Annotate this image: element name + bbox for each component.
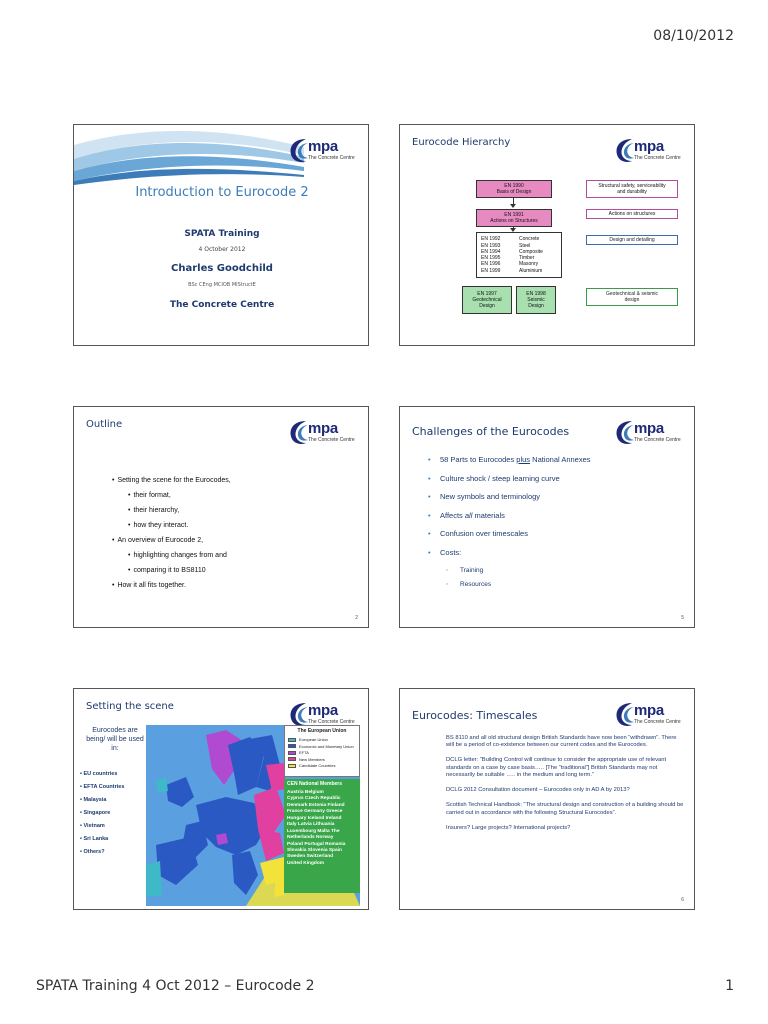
- list-item: • Sri Lanka: [80, 836, 109, 842]
- cen-member-row: Hungary Iceland Ireland: [287, 815, 342, 821]
- challenges-list: [428, 455, 638, 594]
- logo-mpa-text: mpa: [308, 420, 338, 437]
- mpa-logo: [612, 135, 686, 165]
- page-number: 1: [725, 978, 734, 994]
- legend-item: New Members: [288, 757, 356, 762]
- timescales-list: [446, 735, 684, 840]
- slide4-number: 5: [681, 615, 684, 621]
- bullet-marker: •: [128, 522, 131, 529]
- map-title: The European Union: [297, 728, 347, 734]
- eurocode-material: Masonry: [519, 261, 539, 268]
- logo-subtitle: The Concrete Centre: [308, 437, 355, 443]
- mpa-logo: [612, 699, 686, 729]
- logo-mpa-text: mpa: [308, 702, 338, 719]
- list-item-text: how they interact.: [133, 522, 189, 529]
- slide1-title: Introduction to Eurocode 2: [135, 185, 309, 200]
- logo-mpa-text: mpa: [634, 138, 664, 155]
- list-item: • EFTA Countries: [80, 784, 125, 790]
- logo-subtitle: The Concrete Centre: [634, 437, 681, 443]
- slide3-number: 2: [355, 615, 358, 621]
- box-en1998: EN 1998 Seismic Design: [516, 286, 556, 314]
- list-item-text: Setting the scene for the Eurocodes,: [117, 477, 231, 484]
- slide6-title: Eurocodes: Timescales: [412, 709, 538, 722]
- bullet-marker: •: [128, 492, 131, 499]
- list-item: • Vietnam: [80, 823, 105, 829]
- eurocode-code: EN 1992: [481, 236, 501, 243]
- logo-subtitle: The Concrete Centre: [634, 155, 681, 161]
- eurocode-code: EN 1996: [481, 261, 501, 268]
- slide4-title: Challenges of the Eurocodes: [412, 425, 570, 438]
- bullet-marker: •: [128, 567, 131, 574]
- cen-member-row: Poland Portugal Romania: [287, 841, 346, 847]
- list-item: [112, 537, 231, 544]
- material-codes-grid: [481, 236, 561, 274]
- logo-subtitle: The Concrete Centre: [308, 155, 355, 161]
- list-item: • Costs:: [428, 547, 462, 557]
- europe-map: [146, 725, 360, 906]
- list-item: Scottish Technical Handbook: “The structural design and construction of a building should be carried out in accordance with the following Structural Eurocodes”.: [446, 802, 684, 816]
- map-legend: [284, 725, 360, 777]
- logo-mpa-text: mpa: [308, 138, 338, 155]
- eurocode-code: EN 1995: [481, 255, 501, 261]
- list-item: [112, 567, 231, 574]
- list-item-text: An overview of Eurocode 2,: [117, 537, 204, 544]
- list-item: [112, 552, 231, 559]
- slide1-author: Charles Goodchild: [171, 263, 273, 274]
- legend-swatch: [288, 744, 296, 748]
- list-item: ◦ Resources: [446, 581, 492, 589]
- list-item-text: their hierarchy,: [133, 507, 180, 514]
- box-en-material-group: [476, 232, 562, 278]
- list-item: DCLG letter: “Building Control will continue to consider the appropriate use of relevant standards on a case by case basis….. [The “traditional”] British Standards may not necessarily be suitable ….. in the medium and long term.”: [446, 757, 667, 778]
- list-item-text: How it all fits together.: [117, 582, 186, 589]
- legend-item: Candidate Countries: [288, 763, 356, 768]
- slide-outline: [73, 406, 369, 628]
- scene-intro: Eurocodes are being/ will be used in:: [86, 727, 144, 752]
- desc-safety: Structural safety, serviceability and durability: [586, 180, 678, 198]
- eurocode-material: Steel: [519, 242, 531, 249]
- arrowhead: [510, 204, 516, 208]
- desc-design-detailing: Design and detailing: [586, 235, 678, 245]
- legend-item: Economic and Monetary Union: [288, 744, 356, 749]
- slide2-title: Eurocode Hierarchy: [412, 137, 511, 148]
- logo-mpa-text: mpa: [634, 702, 664, 719]
- cen-member-row: United Kingdom: [287, 860, 325, 866]
- page-footer: SPATA Training 4 Oct 2012 – Eurocode 2: [36, 978, 315, 994]
- eurocode-code: EN 1993: [481, 242, 501, 249]
- list-item: ◦ Training: [446, 567, 484, 574]
- cen-member-row: France Germany Greece: [287, 809, 343, 815]
- slide6-number: 6: [681, 897, 684, 903]
- eurocode-material: Timber: [519, 255, 535, 261]
- eurocode-code: EN 1999: [481, 267, 501, 274]
- slide-challenges: [399, 406, 695, 628]
- bullet-marker: •: [112, 537, 115, 544]
- list-item-text: highlighting changes from and: [133, 552, 227, 559]
- list-item: • Others?: [80, 849, 105, 855]
- list-item: DCLG 2012 Consultation document – Eurocodes only in AD A by 2013?: [446, 787, 630, 794]
- list-item: Insurers? Large projects? International projects?: [446, 824, 571, 831]
- list-item: • 58 Parts to Eurocodes plus National Annexes: [428, 455, 591, 464]
- list-item: • New symbols and terminology: [428, 492, 541, 501]
- eurocode-code: EN 1994: [481, 248, 501, 255]
- list-item: [112, 522, 231, 529]
- desc-actions: Actions on structures: [586, 209, 678, 219]
- legend-item: European Union: [288, 737, 356, 742]
- list-item: • EU countries: [80, 771, 118, 777]
- list-item: • Malaysia: [80, 797, 107, 803]
- bullet-marker: •: [112, 582, 115, 589]
- logo-subtitle: The Concrete Centre: [634, 719, 681, 725]
- slide1-date: 4 October 2012: [198, 246, 246, 253]
- legend-swatch: [288, 764, 296, 768]
- list-item: • Culture shock / steep learning curve: [428, 473, 560, 483]
- legend-swatch: [288, 757, 296, 761]
- list-item: [112, 507, 231, 514]
- logo-mpa-text: mpa: [634, 420, 664, 437]
- slide-introduction: [73, 124, 369, 346]
- slide-timescales: [399, 688, 695, 910]
- list-item-text: their format,: [133, 492, 171, 499]
- list-item-text: comparing it to BS8110: [133, 567, 206, 574]
- cen-member-row: Sweden Switzerland: [287, 854, 334, 860]
- cen-member-row: Italy Latvia Lithuania: [287, 822, 335, 828]
- desc-geotechnical-seismic: Geotechnical & seismic design: [586, 288, 678, 306]
- box-en1997: EN 1997 Geotechnical Design: [462, 286, 512, 314]
- legend-swatch: [288, 738, 296, 742]
- cen-member-row: Denmark Estonia Finland: [287, 802, 345, 808]
- mpa-logo: [286, 135, 360, 165]
- slide-eurocode-hierarchy: [399, 124, 695, 346]
- cen-member-row: Austria Belgium: [287, 789, 324, 795]
- slide1-quals: BSc CEng MCIOB MIStructE: [188, 282, 256, 288]
- list-item: • Confusion over timescales: [428, 529, 528, 538]
- list-item: [112, 477, 231, 484]
- outline-list: [112, 477, 231, 597]
- slide5-title: Setting the scene: [86, 701, 174, 712]
- bullet-marker: •: [112, 477, 115, 484]
- mpa-logo: [286, 417, 360, 447]
- eurocode-material: Concrete: [519, 236, 540, 243]
- list-item: • Singapore: [80, 810, 111, 816]
- countries-list: [80, 771, 124, 862]
- bullet-marker: •: [128, 507, 131, 514]
- cen-member-row: Netherlands Norway: [287, 835, 334, 841]
- mpa-logo: [612, 417, 686, 447]
- box-en1991: EN 1991 Actions on Structures: [476, 209, 552, 227]
- cen-title: CEN National Members: [287, 781, 343, 787]
- slide1-training: SPATA Training: [184, 229, 260, 239]
- cen-member-row: Cyprus Czech Republic: [287, 796, 341, 802]
- slide3-title: Outline: [86, 419, 123, 430]
- eurocode-material: Composite: [519, 248, 543, 255]
- list-item: • Affects all materials: [428, 510, 505, 520]
- slide1-org: The Concrete Centre: [169, 300, 275, 310]
- box-en1990: EN 1990 Basis of Design: [476, 180, 552, 198]
- list-item: BS 8110 and all old structural design British Standards have now been “withdrawn”. There will be a period of co-existence between our current codes and the Eurocodes.: [446, 735, 677, 749]
- legend-swatch: [288, 751, 296, 755]
- page-date: 08/10/2012: [653, 28, 734, 44]
- eurocode-material: Aluminium: [519, 267, 543, 274]
- list-item: [112, 582, 231, 589]
- cen-member-row: Slovakia Slovenia Spain: [287, 847, 342, 853]
- bullet-marker: •: [128, 552, 131, 559]
- cen-member-row: Luxembourg Malta The: [287, 828, 340, 834]
- list-item: [112, 492, 231, 499]
- cen-members-panel: [284, 779, 360, 893]
- slide-setting-the-scene: [73, 688, 369, 910]
- legend-item: EFTA: [288, 750, 356, 755]
- logo-subtitle: The Concrete Centre: [308, 719, 355, 725]
